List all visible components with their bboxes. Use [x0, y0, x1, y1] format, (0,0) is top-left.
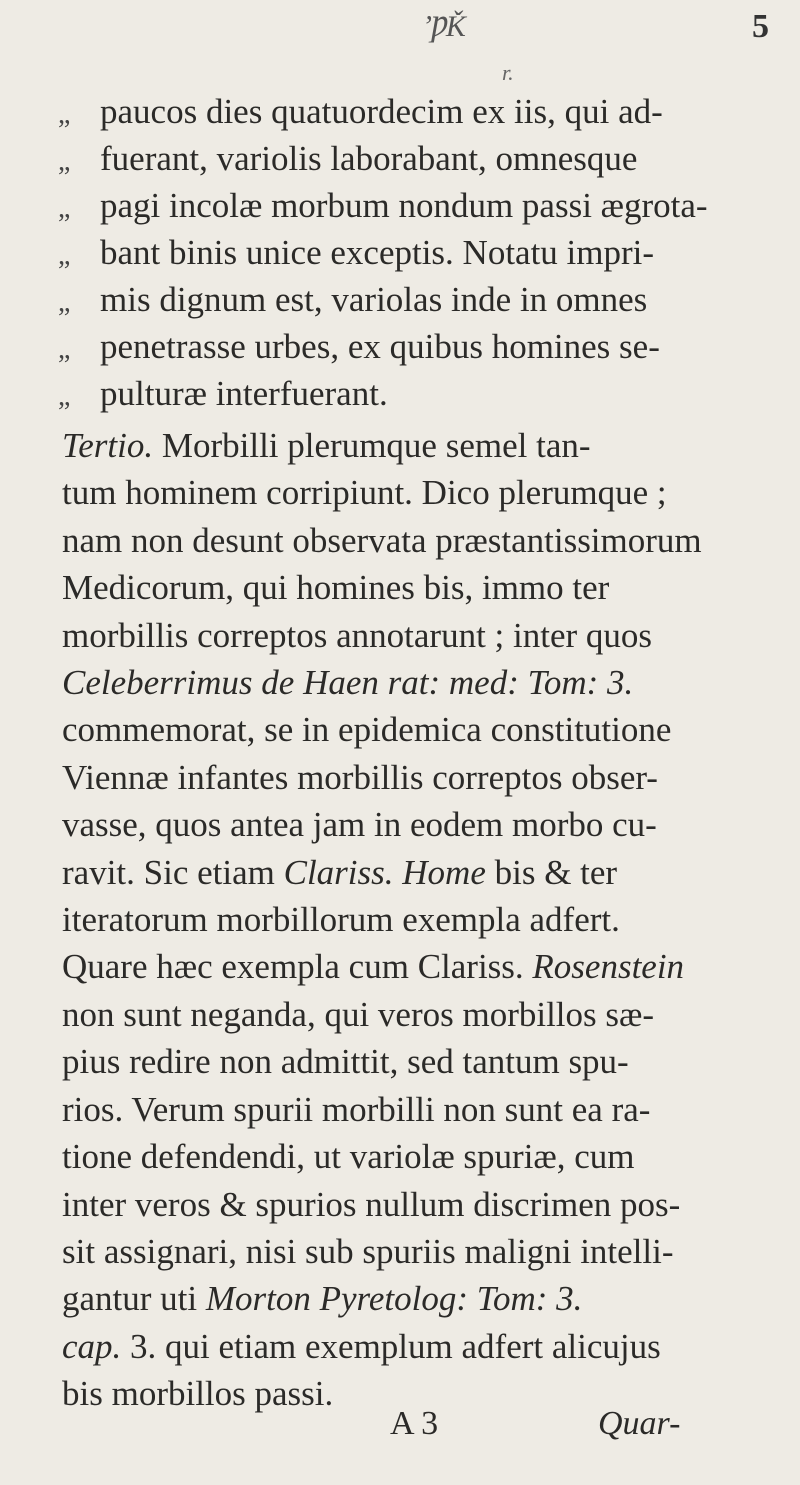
roman-text: nam non desunt observata præstantissimorum [62, 520, 702, 560]
text-line [62, 564, 772, 611]
quote-line-text: mis dignum est, variolas inde in omnes [100, 280, 648, 319]
roman-text: iteratorum morbillorum exempla adfert. [62, 900, 620, 940]
roman-text: 3. qui etiam exemplum adfert alicujus [121, 1326, 661, 1366]
roman-text: sit assignari, nisi sub spuriis maligni intelli- [62, 1231, 674, 1271]
text-line [62, 943, 772, 990]
top-ink-mark: ʼǷǨ [422, 10, 464, 43]
quote-line-text: pagi incolæ morbum nondum passi ægrota- [100, 186, 708, 225]
text-line [62, 1323, 772, 1370]
roman-text: Morbilli plerumque semel tan- [153, 426, 591, 465]
signature-mark: A 3 [390, 1405, 439, 1442]
quote-mark: „ [58, 146, 71, 177]
quote-line [58, 370, 778, 417]
text-line [62, 1133, 772, 1180]
roman-text: ravit. Sic etiam [62, 852, 284, 892]
roman-text: bis morbillos passi. [62, 1374, 334, 1414]
quoted-passage [58, 88, 778, 417]
roman-text: commemorat, se in epidemica constitutione [62, 710, 672, 750]
quote-mark: „ [58, 240, 71, 271]
text-line [62, 849, 772, 896]
quote-line [58, 88, 778, 135]
quote-mark: „ [58, 287, 71, 318]
roman-text: pius redire non admittit, sed tantum spu- [62, 1042, 629, 1082]
small-mark: r. [502, 60, 514, 85]
quote-line-text: penetrasse urbes, ex quibus homines se- [100, 327, 660, 366]
text-line [62, 1275, 772, 1322]
page-footer [0, 1405, 800, 1455]
italic-text: Morton Pyretolog: Tom: 3. [205, 1279, 583, 1319]
roman-text: non sunt neganda, qui veros morbillos sæ- [62, 994, 655, 1034]
quote-line-text: paucos dies quatuordecim ex iis, qui ad- [100, 92, 663, 131]
quote-line [58, 229, 778, 276]
italic-text: Rosenstein [532, 947, 685, 987]
quote-line [58, 323, 778, 370]
roman-text: Medicorum, qui homines bis, immo ter [62, 568, 610, 608]
roman-text: morbillis correptos annotarunt ; inter quos [62, 615, 653, 655]
quote-mark: „ [58, 193, 71, 224]
quote-line-text: bant binis unice exceptis. Notatu impri- [100, 233, 655, 272]
italic-text: Tertio. [62, 426, 154, 465]
text-line [62, 422, 772, 469]
roman-text: bis & ter [485, 852, 618, 892]
roman-text: tione defendendi, ut variolæ spuriæ, cum [62, 1137, 635, 1177]
roman-text: Quare hæc exempla cum Clariss. [62, 947, 533, 987]
main-paragraph [62, 422, 772, 1418]
quote-mark: „ [58, 381, 71, 412]
text-line [62, 469, 772, 516]
text-line [62, 659, 772, 706]
quote-mark: „ [58, 334, 71, 365]
text-line [62, 801, 772, 848]
page-number: 5 [752, 8, 769, 45]
text-line [62, 1038, 772, 1085]
italic-text: Celeberrimus de Haen rat: med: Tom: 3. [62, 663, 634, 703]
italic-text: cap. [62, 1326, 122, 1366]
text-line [62, 517, 772, 564]
text-line [62, 896, 772, 943]
text-line [62, 991, 772, 1038]
catchword: Quar- [598, 1405, 681, 1442]
quote-line [58, 135, 778, 182]
roman-text: rios. Verum spurii morbilli non sunt ea ra- [62, 1089, 651, 1129]
roman-text: inter veros & spurios nullum discrimen pos- [62, 1184, 681, 1224]
roman-text: Viennæ infantes morbillis correptos obser- [62, 757, 658, 797]
text-line [62, 754, 772, 801]
quote-line [58, 182, 778, 229]
text-line [62, 612, 772, 659]
quote-mark: „ [58, 99, 71, 130]
roman-text: gantur uti [62, 1279, 206, 1319]
quote-line-text: pulturæ interfuerant. [100, 374, 388, 413]
text-line [62, 1181, 772, 1228]
text-line [62, 1086, 772, 1133]
italic-text: Clariss. Home [283, 852, 486, 892]
roman-text: vasse, quos antea jam in eodem morbo cu- [62, 805, 657, 845]
text-line [62, 706, 772, 753]
quote-line-text: fuerant, variolis laborabant, omnesque [100, 139, 638, 178]
text-line [62, 1228, 772, 1275]
quote-line [58, 276, 778, 323]
roman-text: tum hominem corripiunt. Dico plerumque ; [62, 473, 667, 513]
